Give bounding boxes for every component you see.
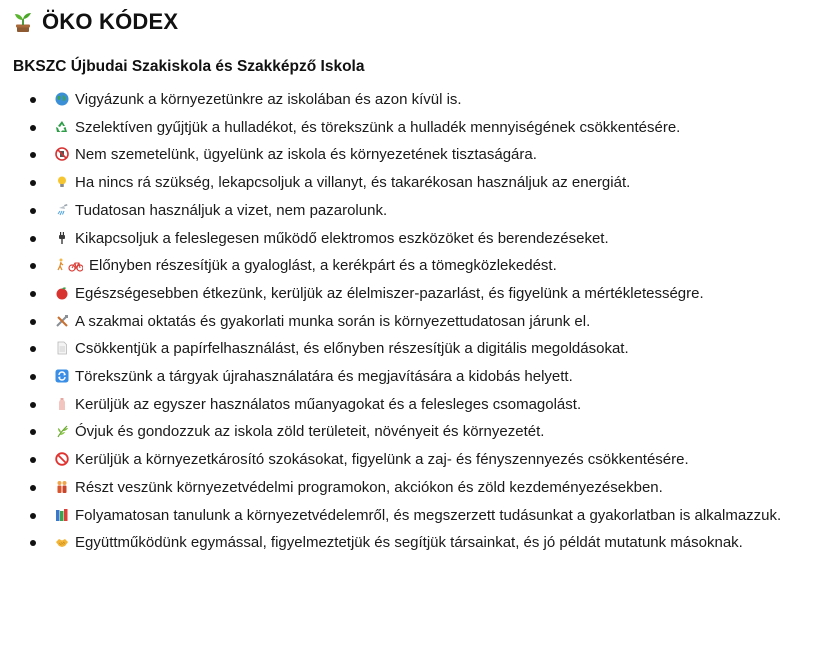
bottle-icon xyxy=(55,397,69,411)
list-item: A szakmai oktatás és gyakorlati munka során is környezettudatosan járunk el. xyxy=(0,308,825,336)
list-item: Nem szemetelünk, ügyelünk az iskola és környezetének tisztaságára. xyxy=(0,141,825,169)
list-item: Egészségesebben étkezünk, kerüljük az élelmiszer-pazarlást, és figyelünk a mértékletességre. xyxy=(0,280,825,308)
list-item: Kikapcsoljuk a feleslegesen működő elektromos eszközöket és berendezéseket. xyxy=(0,225,825,253)
list-item: Előnyben részesítjük a gyaloglást, a kerékpárt és a tömegközlekedést. xyxy=(0,252,825,280)
list-item: Vigyázunk a környezetünkre az iskolában és azon kívül is. xyxy=(0,86,825,114)
recycle-icon xyxy=(55,120,69,134)
people-icon xyxy=(55,480,69,494)
list-item: Szelektíven gyűjtjük a hulladékot, és törekszünk a hulladék mennyiségének csökkentésére. xyxy=(0,114,825,142)
school-name: BKSZC Újbudai Szakiskola és Szakképző Iskola xyxy=(13,58,365,75)
handshake-icon xyxy=(55,535,69,549)
prohibited-icon xyxy=(55,452,69,466)
plug-icon xyxy=(55,231,69,245)
books-icon xyxy=(55,508,69,522)
tools-icon xyxy=(55,314,69,328)
page-icon xyxy=(55,341,69,355)
list-item: Együttműködünk egymással, figyelmeztetjük és segítjük társainkat, és jó példát mutatunk másoknak. xyxy=(0,529,825,557)
repeat-icon xyxy=(55,369,69,383)
list-item: Kerüljük a környezetkárosító szokásokat, figyelünk a zaj- és fényszennyezés csökkentésére. xyxy=(0,446,825,474)
list-item: Kerüljük az egyszer használatos műanyagokat és a felesleges csomagolást. xyxy=(0,391,825,419)
globe-icon xyxy=(55,92,69,106)
herb-icon xyxy=(55,424,69,438)
page-header xyxy=(12,6,178,38)
list-item: Csökkentjük a papírfelhasználást, és előnyben részesítjük a digitális megoldásokat. xyxy=(0,335,825,363)
list-item: Törekszünk a tárgyak újrahasználatára és megjavítására a kidobás helyett. xyxy=(0,363,825,391)
rules-list xyxy=(0,86,825,557)
list-item: Óvjuk és gondozzuk az iskola zöld területeit, növényeit és környezetét. xyxy=(0,418,825,446)
list-item: Tudatosan használjuk a vizet, nem pazarolunk. xyxy=(0,197,825,225)
page-title: ÖKO KÓDEX xyxy=(42,9,179,34)
no-littering-icon xyxy=(55,147,69,161)
list-item: Ha nincs rá szükség, lekapcsoljuk a villanyt, és takarékosan használjuk az energiát. xyxy=(0,169,825,197)
seedling-icon xyxy=(12,11,34,33)
list-item: Részt veszünk környezetvédelmi programokon, akciókon és zöld kezdeményezésekben. xyxy=(0,474,825,502)
list-item: Folyamatosan tanulunk a környezetvédelemről, és megszerzett tudásunkat a gyakorlatban is alkalmazzuk. xyxy=(0,502,825,530)
apple-icon xyxy=(55,286,69,300)
light-bulb-icon xyxy=(55,175,69,189)
walking-bicycle-icon xyxy=(55,258,83,272)
shower-icon xyxy=(55,203,69,217)
